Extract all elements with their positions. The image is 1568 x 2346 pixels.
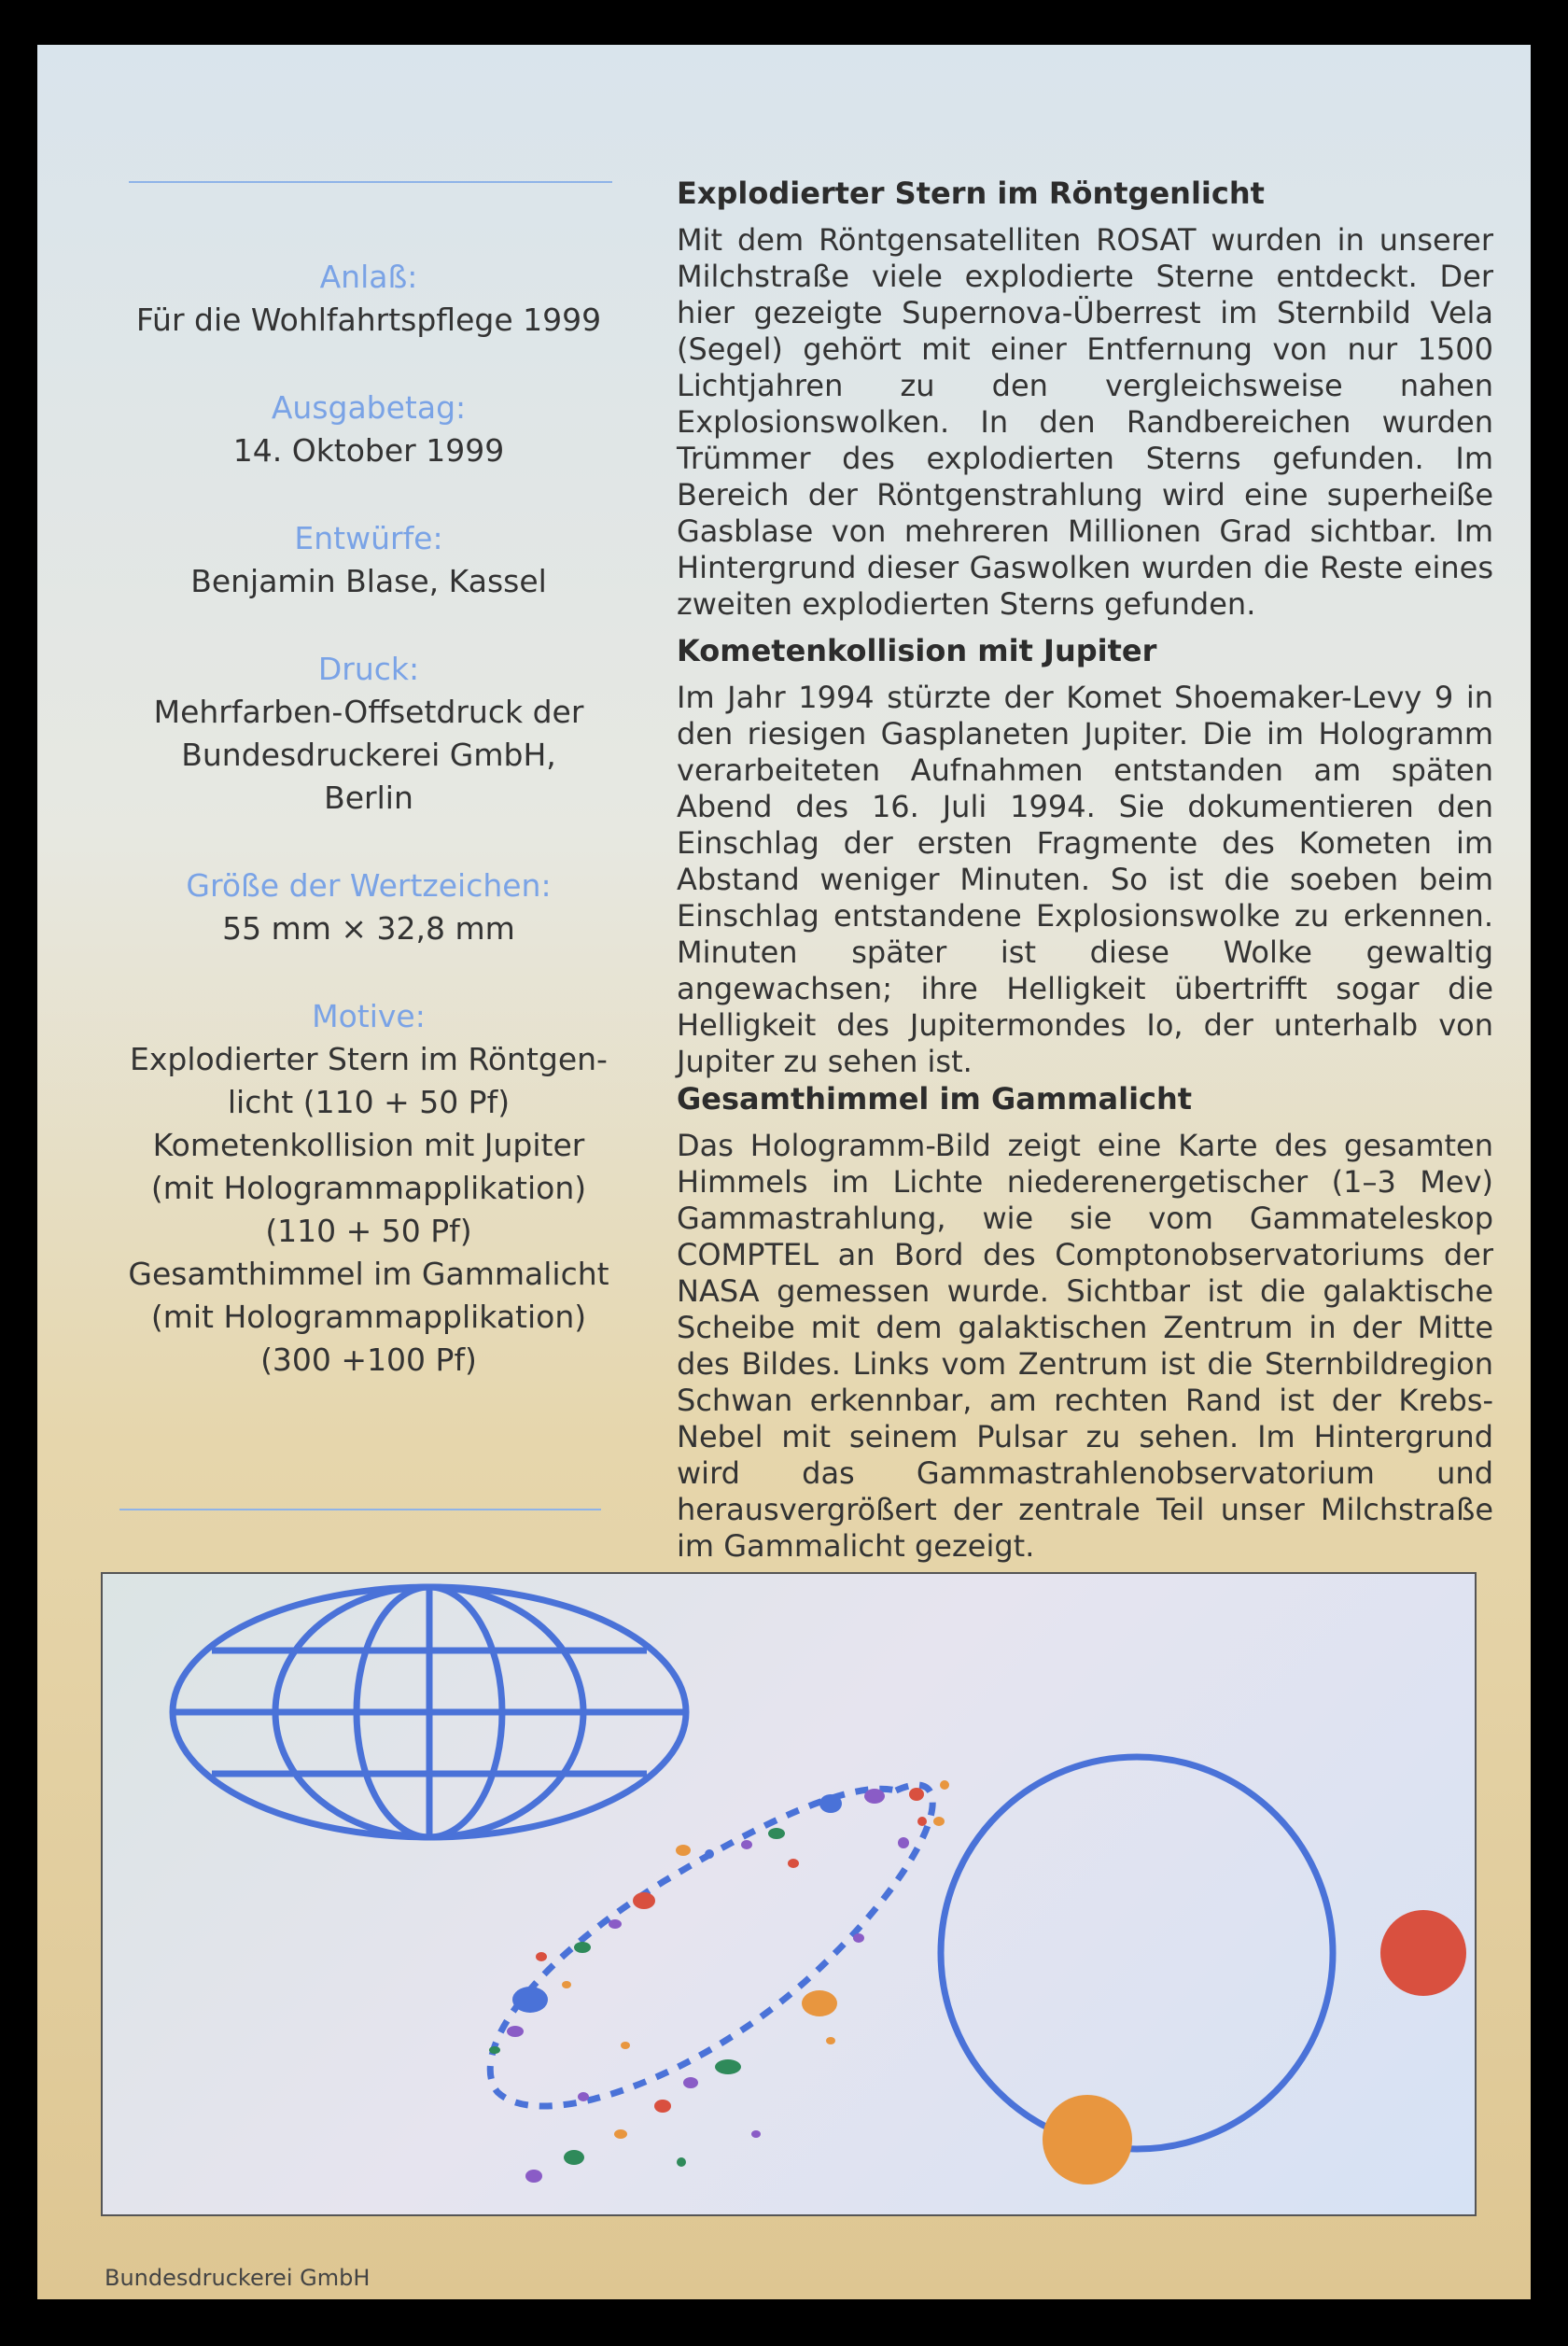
info-motifs	[112, 995, 625, 1382]
info-value: (300 +100 Pf)	[260, 1342, 477, 1378]
info-value: Mehrfarben-Offsetdruck der	[153, 694, 584, 730]
article-text: Das Hologramm-Bild zeigt eine Karte des gesamten Himmels im Lichte niederenergetischer (1–3 Mev) Gammastrahlung, wie sie vom Gammateleskop COMPTEL an Bord des Comptonobservatoriums der NASA gemessen wurde. Sichtbar ist die galaktische Scheibe mit dem galaktischen Zentrum in der Mitte des Bildes. Links vom Zentrum ist die Sternbildregion Schwan erkennbar, am rechten Rand ist der Krebs-Nebel mit seinem Pulsar zu sehen. Im Hintergrund wird das Gammastrahlenobservatorium und herausvergrößert der zentrale Teil unser Milchstraße im Gammalicht gezeigt.	[677, 1128, 1493, 1564]
info-value: (mit Hologrammapplikation)	[150, 1299, 587, 1335]
info-label: Entwürfe:	[294, 520, 443, 556]
article-comet-jupiter	[677, 633, 1493, 1080]
info-occasion	[112, 256, 625, 342]
illustration	[103, 1574, 1475, 2214]
top-divider	[129, 181, 612, 183]
info-size	[112, 864, 625, 950]
info-label: Größe der Wertzeichen:	[186, 867, 552, 904]
article-gamma-sky	[677, 1081, 1493, 1565]
bottom-divider	[119, 1509, 601, 1510]
info-value: Explodierter Stern im Röntgen-	[130, 1041, 608, 1077]
article-title: Kometenkollision mit Jupiter	[677, 633, 1157, 668]
footer-imprint: Bundesdruckerei GmbH	[105, 2265, 371, 2291]
illustration-panel	[101, 1572, 1477, 2216]
article-title: Gesamthimmel im Gammalicht	[677, 1081, 1193, 1117]
info-value: licht (110 + 50 Pf)	[227, 1084, 511, 1120]
info-value: (110 + 50 Pf)	[265, 1213, 472, 1249]
info-column	[112, 256, 625, 1426]
info-value: 55 mm × 32,8 mm	[222, 910, 515, 947]
article-xray-star	[677, 176, 1493, 623]
galaxy-dots-icon	[489, 1780, 949, 2183]
info-value: Berlin	[324, 780, 413, 816]
info-issue-date	[112, 386, 625, 472]
info-print	[112, 648, 625, 820]
info-value: Für die Wohlfahrtspflege 1999	[135, 302, 602, 338]
article-text: Im Jahr 1994 stürzte der Komet Shoemaker-Levy 9 in den riesigen Gasplaneten Jupiter. Die im Hologramm verarbeiteten Aufnahmen entstanden am späten Abend des 16. Juli 1994. Sie dokumentieren den Einschlag der ersten Fragmente des Kometen im Abstand weniger Minuten. So ist die soeben beim Einschlag entstandene Explosionswolke zu erkennen. Minuten später ist diese Wolke gewaltig angewachsen; ihre Helligkeit übertrifft sogar die Helligkeit des Jupitermondes Io, der unterhalb von Jupiter zu sehen ist.	[677, 680, 1493, 1079]
info-label: Motive:	[312, 998, 426, 1034]
stamp-info-sheet	[37, 45, 1531, 2299]
info-value: Bundesdruckerei GmbH,	[181, 737, 556, 773]
info-value: Gesamthimmel im Gammalicht	[128, 1256, 609, 1292]
info-value: Benjamin Blase, Kassel	[190, 563, 547, 599]
globe-grid-icon	[173, 1587, 686, 1837]
info-designs	[112, 517, 625, 603]
article-title: Explodierter Stern im Röntgenlicht	[677, 176, 1265, 211]
article-text: Mit dem Röntgensatelliten ROSAT wurden in unserer Milchstraße viele explodierte Sterne entdeckt. Der hier gezeigte Supernova-Überrest im Sternbild Vela (Segel) gehört mit einer Entfernung von nur 1500 Lichtjahren zu den vergleichsweise nahen Explosionswolken. In den Randbereichen wurden Trümmer des explodierten Sterns gefunden. Im Bereich der Röntgenstrahlung wird eine superheiße Gasblase von mehreren Millionen Grad sichtbar. Im Hintergrund dieser Gaswolken wurden die Reste eines zweiten explodierten Sterns gefunden.	[677, 222, 1493, 622]
info-label: Anlaß:	[319, 259, 418, 295]
info-value: 14. Oktober 1999	[232, 432, 505, 469]
info-value: (mit Hologrammapplikation)	[150, 1170, 587, 1206]
orbit-circle-icon	[941, 1757, 1466, 2184]
info-label: Druck:	[317, 651, 420, 687]
info-label: Ausgabetag:	[271, 389, 467, 426]
info-value: Kometenkollision mit Jupiter	[152, 1127, 585, 1163]
